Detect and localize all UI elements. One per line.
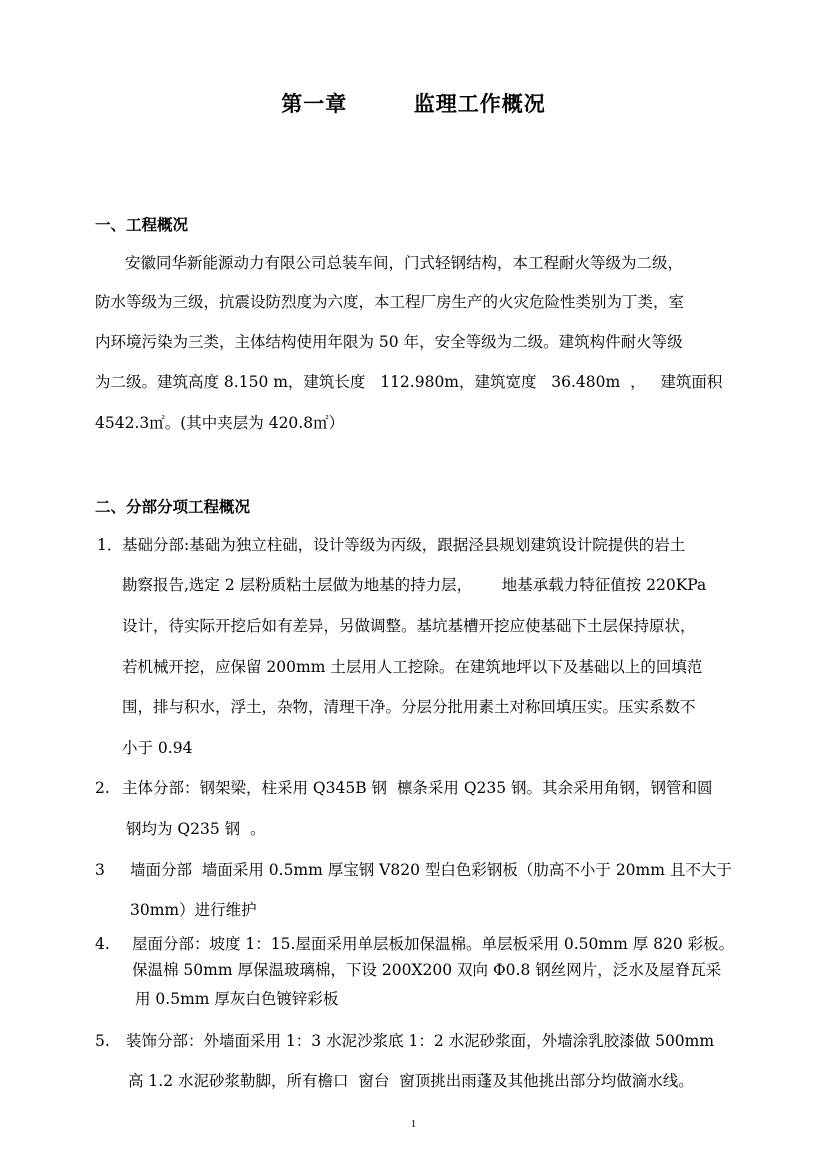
list-item-number: 4. <box>95 935 110 953</box>
paragraph-line: 为二级。建筑高度 8.150 m，建筑长度 112.980m，建筑宽度 36.480m ， 建筑面积 <box>95 373 723 391</box>
list-item-number: 3 <box>95 861 105 879</box>
paragraph-line: 安徽同华新能源动力有限公司总装车间，门式轻钢结构，本工程耐火等级为二级， <box>125 254 684 272</box>
section-heading-project-overview: 一、工程概况 <box>95 215 189 234</box>
list-item-line: 设计，待实际开挖后如有差异，另做调整。基坑基槽开挖应使基础下土层保持原状， <box>122 617 696 635</box>
list-item-number: 5. <box>95 1032 110 1050</box>
chapter-title: 第一章 监理工作概况 <box>281 91 546 116</box>
list-item-line: 钢均为 Q235 钢 。 <box>126 820 266 838</box>
paragraph-line: 4542.3㎡。(其中夹层为 420.8㎡） <box>95 414 345 432</box>
list-item-line: 若机械开挖，应保留 200mm 土层用人工挖除。在建筑地坪以下及基础以上的回填范 <box>122 658 703 676</box>
paragraph-line: 防水等级为三级，抗震设防烈度为六度，本工程厂房生产的火灾危险性类别为丁类，室 <box>95 293 685 311</box>
list-item-number: 2. <box>95 779 110 797</box>
list-item-line: 主体分部：钢架梁，柱采用 Q345B 钢 檩条采用 Q235 钢。其余采用角钢，钢管和圆 <box>122 779 713 797</box>
page-number: 1 <box>410 1118 417 1130</box>
list-item-line: 高 1.2 水泥砂浆勒脚，所有檐口 窗台 窗顶挑出雨蓬及其他挑出部分均做滴水线。 <box>128 1072 694 1090</box>
list-item-line: 基础分部:基础为独立柱础，设计等级为丙级，跟据泾县规划建筑设计院提供的岩土 <box>122 536 686 554</box>
list-item-line: 勘察报告,选定 2 层粉质粘土层做为地基的持力层， 地基承载力特征值按 220KPa <box>122 576 707 594</box>
section-heading-subdivision-overview: 二、分部分项工程概况 <box>95 497 251 516</box>
list-item-line: 30mm）进行维护 <box>130 901 257 919</box>
list-item-line: 墙面分部 墙面采用 0.5mm 厚宝钢 V820 型白色彩钢板（肋高不小于 20mm 且不大于 <box>130 861 732 879</box>
list-item-line: 小于 0.94 <box>122 739 193 757</box>
list-item-number: 1． <box>97 536 123 554</box>
list-item-line: 装饰分部：外墙面采用 1：3 水泥沙浆底 1：2 水泥砂浆面，外墙涂乳胶漆做 500mm <box>126 1032 715 1050</box>
list-item-line: 用 0.5mm 厚灰白色镀锌彩板 <box>135 990 339 1008</box>
list-item-line: 保温棉 50mm 厚保温玻璃棉，下设 200X200 双向 Φ0.8 钢丝网片，泛水及屋脊瓦采 <box>132 961 722 979</box>
paragraph-line: 内环境污染为三类，主体结构使用年限为 50 年，安全等级为二级。建筑构件耐火等级 <box>95 333 683 351</box>
list-item-line: 屋面分部：坡度 1：15.屋面采用单层板加保温棉。单层板采用 0.50mm 厚 820 彩板。 <box>132 935 735 953</box>
list-item-line: 围，排与积水，浮土，杂物，清理干净。分层分批用素土对称回填压实。压实系数不 <box>122 698 696 716</box>
